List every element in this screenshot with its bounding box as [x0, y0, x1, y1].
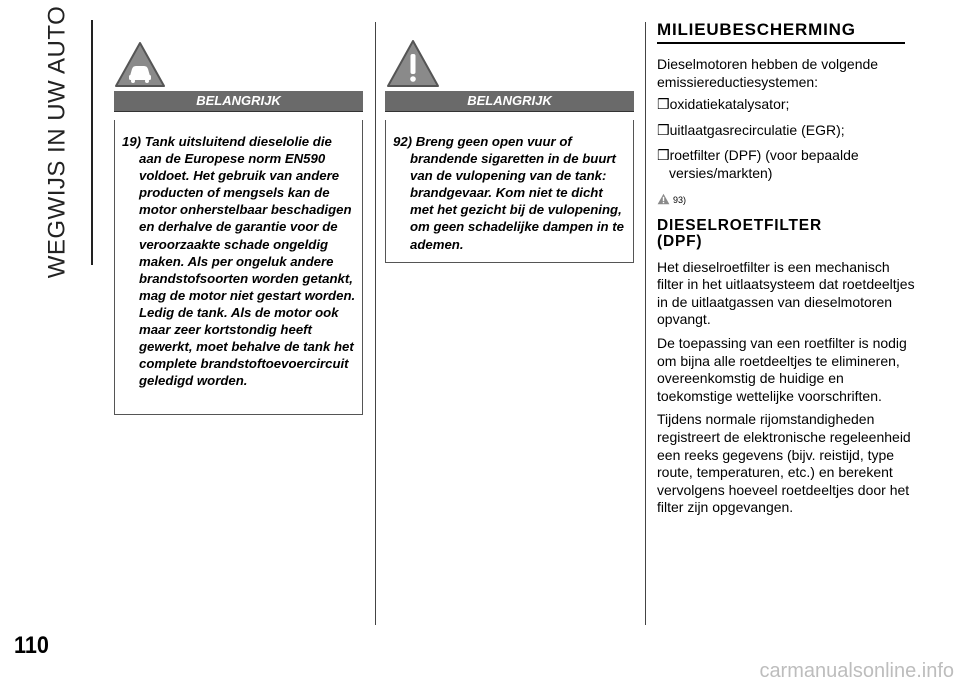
bullet-icon: ❒: [657, 96, 670, 113]
chapter-title: [36, 5, 78, 279]
car-warning-icon: [113, 40, 167, 90]
warning-box-1-text: 19) Tank uitsluitend dieselolie die aan de Europese norm EN590 voldoet. Het gebruik van andere producten of mengsels kan de motor onherstelbaar beschadigen en derhalve de garantie voor de veroorzaakte schade ongeldig maken. Als per ongeluk andere brandstofsoorten worden getankt, mag de motor niet gestart worden. Ledig de tank. Als de motor ook maar zeer kortstondig heeft gewerkt, moet behalve de tank het complete brandstoftoevoercircuit geledigd worden.: [122, 134, 356, 389]
section-heading-milieubescherming: MILIEUBESCHERMING: [657, 20, 905, 44]
chapter-title-text: WEGWIJS IN UW AUTO: [43, 5, 70, 279]
warning-box-2-header: BELANGRIJK: [385, 91, 634, 112]
paragraph: Het dieselroetfilter is een mechanisch filter in het uitlaatsysteem dat roetdeeltjes in de uitlaatgassen van dieselmotoren opvangt.: [657, 258, 915, 328]
warning-box-2-text: 92) Breng geen open vuur of brandende sigaretten in de buurt van de vulopening van de tank: brandgevaar. Kom niet te dicht met het gezicht bij de vulopening, om geen schadelijke dampen in te ademen.: [393, 134, 624, 252]
warning-box-1: [114, 91, 363, 415]
intro-paragraph: Dieselmotoren hebben de volgende emissiereductiesystemen:: [657, 56, 879, 90]
bullet-icon: ❒: [657, 121, 670, 138]
warning-box-2: [385, 91, 634, 263]
section-heading-dieselroetfilter: DIESELROETFILTER (DPF): [657, 216, 822, 250]
bullet-text: uitlaatgasrecirculatie (EGR);: [669, 121, 845, 138]
warning-reference: [657, 189, 915, 205]
exclamation-warning-icon: [385, 38, 441, 90]
bullet-item: [657, 96, 915, 114]
paragraph: Tijdens normale rijomstandigheden registreert de elektronische regeleenheid een reeks gegevens (bijv. reistijd, type route, temperaturen, etc.) en berekent vervolgens hoeveel roetdeeltjes door het filter zijn opgevangen.: [657, 411, 911, 516]
bullet-icon: ❒: [657, 147, 670, 164]
bullet-text: oxidatiekatalysator;: [669, 96, 790, 113]
warning-box-2-frame: [385, 120, 634, 263]
right-column: [657, 20, 915, 517]
warning-box-1-header: BELANGRIJK: [114, 91, 363, 112]
warning-reference-number: 93): [673, 194, 687, 205]
small-warning-icon: [657, 193, 670, 205]
chapter-rule: [91, 20, 93, 265]
column-divider-2: [645, 22, 646, 625]
paragraph: De toepassing van een roetfilter is nodig om bijna alle roetdeeltjes te elimineren, overeenkomstig de huidige en toekomstige wettelijke voorschriften.: [657, 334, 907, 404]
watermark: carmanualsonline.info: [759, 660, 954, 682]
bullet-item: [657, 122, 915, 140]
bullet-text: roetfilter (DPF) (voor bepaalde versies/markten): [669, 147, 859, 181]
bullet-item: [657, 147, 915, 182]
warning-box-1-frame: [114, 120, 363, 415]
page-number: 110: [14, 632, 49, 659]
column-divider-1: [375, 22, 376, 625]
